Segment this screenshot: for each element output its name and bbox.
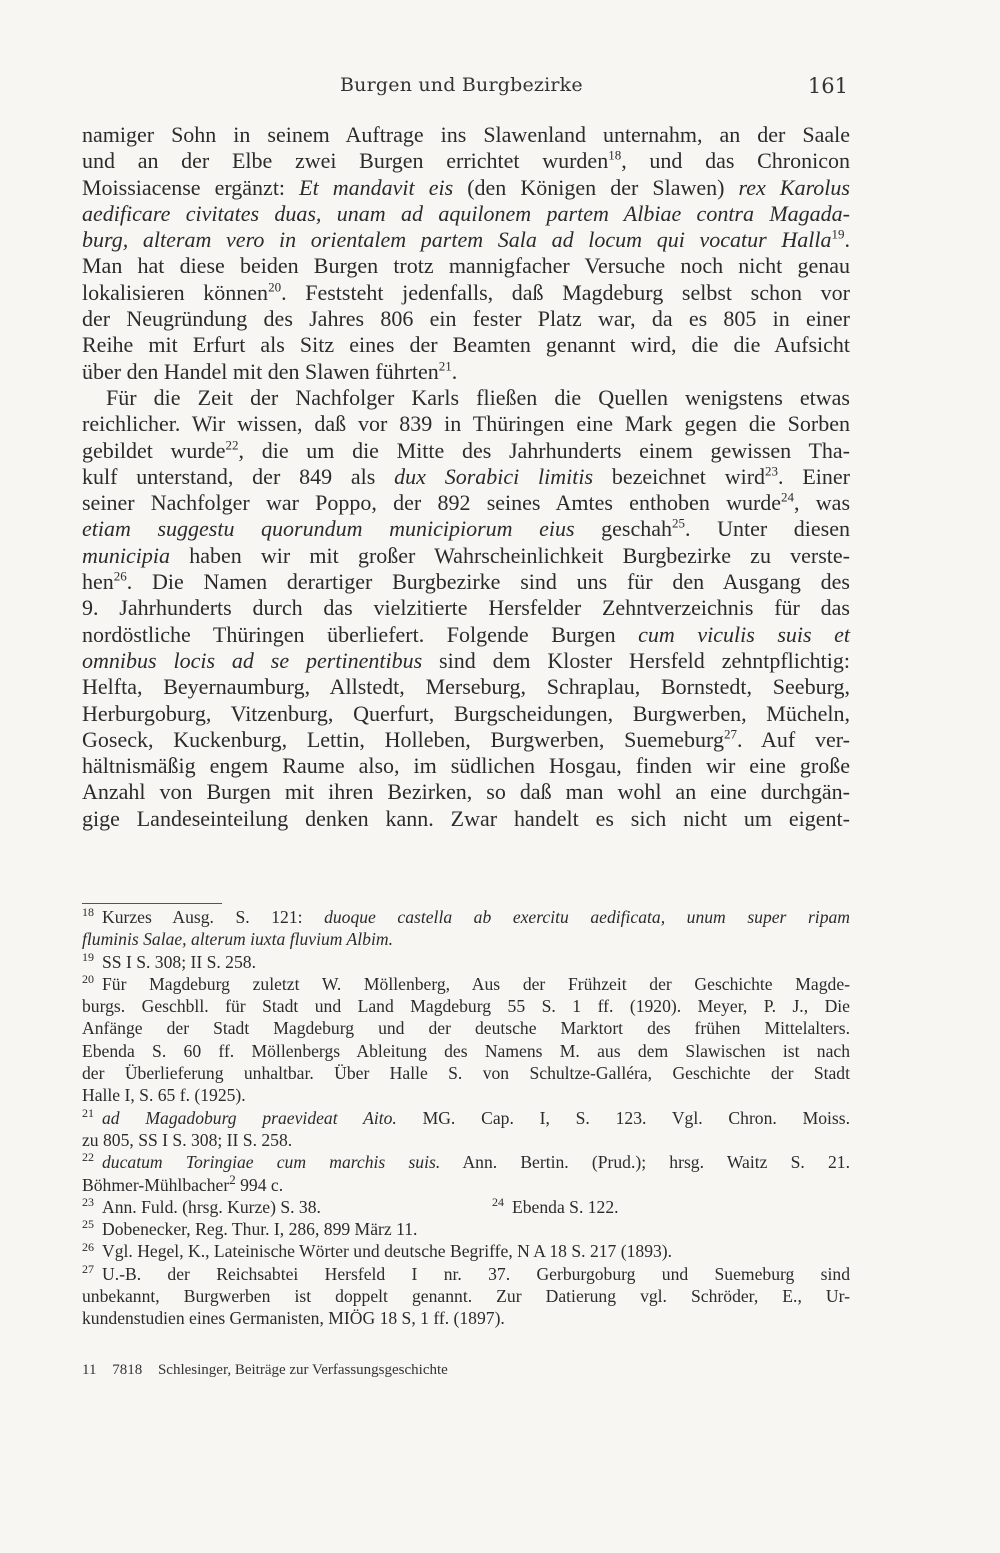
footnote-line: zu 805, SS I S. 308; II S. 258.	[82, 1129, 293, 1150]
text-line: Herburgoburg, Vitzenburg, Querfurt, Burgscheidungen, Burgwerben, Mücheln,	[82, 700, 850, 726]
footnote-ref: 18	[608, 147, 622, 163]
text-line: hältnismäßig engem Raume also, im südlichen Hosgau, finden wir eine große	[82, 753, 850, 779]
text-line: etiam suggestu quorundum municipiorum eius geschah$^{25}$. Unter diesen	[82, 516, 851, 542]
footnote-ref: 19	[831, 226, 845, 242]
footnote-line: Böhmer-Mühlbacher$^2$ 994 c.	[82, 1171, 284, 1195]
text-line: reichlicher. Wir wissen, daß vor 839 in Thüringen eine Mark gegen die Sorben	[82, 411, 850, 437]
footnote-line: kundenstudien eines Germanisten, MIÖG 18 S, 1 ff. (1897).	[82, 1308, 505, 1329]
footnote-21: $^{21}$ ad Magadoburg praevideat Aito. MG. Cap. I, S. 123. Vgl. Chron. Moiss.	[82, 1105, 850, 1128]
main-text	[82, 122, 850, 832]
footnote-20: $^{20}$ Für Magdeburg zuletzt W. Möllenberg, Aus der Frühzeit der Geschichte Magde-	[82, 972, 850, 994]
page-number: 161	[807, 74, 848, 98]
footnote-ref: 20	[268, 279, 282, 295]
footnote-ref: 21	[438, 358, 452, 374]
text-line: 9. Jahrhunderts durch das vielzitierte Hersfelder Zehntverzeichnis für das	[82, 595, 850, 621]
footnote-23-24	[82, 1196, 850, 1218]
text-line: aedificare civitates duas, unam ad aquilonem partem Albiae contra Magada-	[82, 200, 850, 226]
sheet-number: 11	[82, 1362, 97, 1378]
text-line: Goseck, Kuckenburg, Lettin, Holleben, Burgwerben, Suemeburg$^{27}$. Auf ver-	[82, 726, 850, 752]
footnote-line: burgs. Geschbll. für Stadt und Land Magdeburg 55 S. 1 ff. (1920). Meyer, P. J., Die	[82, 996, 850, 1017]
text-line: kulf unterstand, der 849 als dux Sorabici limitis bezeichnet wird$^{23}$. Einer	[82, 463, 850, 489]
footnote-line: Ebenda S. 60 ff. Möllenbergs Ableitung des Namens M. aus dem Slawischen ist nach	[82, 1040, 850, 1061]
text-line: und an der Elbe zwei Burgen errichtet wurden$^{18}$, und das Chronicon	[82, 147, 850, 174]
text-line: Man hat diese beiden Burgen trotz mannigfacher Versuche noch nicht genau	[82, 253, 850, 279]
footnote-22: $^{22}$ ducatum Toringiae cum marchis suis. Ann. Bertin. (Prud.); hrsg. Waitz S. 21.	[82, 1150, 850, 1173]
text-line: namiger Sohn in seinem Auftrage ins Slawenland unternahm, an der Saale	[82, 122, 850, 147]
running-header	[82, 74, 848, 98]
work-title: Schlesinger, Beiträge zur Verfassungsgeschichte	[157, 1362, 448, 1378]
text-line: Helfta, Beyernaumburg, Allstedt, Merseburg, Schraplau, Bornstedt, Seeburg,	[82, 674, 850, 700]
text-line: burg, alteram vero in orientalem partem Sala ad locum qui vocatur Halla$^{19}$.	[82, 226, 850, 253]
footnote-27: $^{27}$ U.-B. der Reichsabtei Hersfeld I nr. 37. Gerburgoburg und Suemeburg sind	[82, 1261, 850, 1284]
running-title: Burgen und Burgbezirke	[340, 74, 583, 96]
text-line: municipia haben wir mit großer Wahrscheinlichkeit Burgbezirke zu verste-	[82, 542, 850, 568]
footnote-25: $^{25}$ Dobenecker, Reg. Thur. I, 286, 899 März 11.	[82, 1217, 418, 1240]
footnote-ref: 25	[672, 516, 686, 532]
footnote-line: unbekannt, Burgwerben ist doppelt genannt. Zur Datierung vgl. Schröder, E., Ur-	[82, 1286, 850, 1307]
text-line: über den Handel mit den Slawen führten$^{21}$.	[82, 358, 458, 384]
text-line: seiner Nachfolger war Poppo, der 892 seines Amtes enthoben wurde$^{24}$, was	[82, 489, 850, 516]
footnote-ref: 27	[723, 726, 737, 742]
footnote-19: $^{19}$ SS I S. 308; II S. 258.	[82, 949, 256, 972]
print-code: 7818	[112, 1362, 143, 1378]
footnote-ref: 26	[113, 568, 127, 584]
footnote-line: Anfänge der Stadt Magdeburg und der deutsche Marktort des frühen Mittelalters.	[82, 1018, 850, 1039]
footnote-18: $^{18}$ Kurzes Ausg. S. 121: duoque castella ab exercitu aedificata, unum super ripam	[82, 905, 850, 927]
footnote-ref: 24	[781, 489, 795, 505]
footnote-24: $^{24}$ Ebenda S. 122.	[492, 1195, 619, 1217]
text-line: gige Landeseinteilung denken kann. Zwar handelt es sich nicht um eigent-	[82, 805, 850, 831]
footnotes	[82, 906, 850, 1330]
text-line: Für die Zeit der Nachfolger Karls fließen die Quellen wenigstens etwas	[106, 384, 850, 410]
text-line: Moissiacense ergänzt: Et mandavit eis (den Königen der Slawen) rex Karolus	[82, 174, 850, 200]
text-line: nordöstliche Thüringen überliefert. Folgende Burgen cum viculis suis et	[82, 621, 850, 647]
footnote-separator	[82, 903, 222, 904]
footnote-line: der Überlieferung unhaltbar. Über Halle S. von Schultze-Galléra, Geschichte der Stadt	[82, 1063, 850, 1084]
footnote-ref: 22	[225, 437, 239, 453]
footnote-line: Halle I, S. 65 f. (1925).	[82, 1085, 246, 1106]
text-line: lokalisieren können$^{20}$. Feststeht jedenfalls, daß Magdeburg selbst schon vor	[82, 279, 850, 305]
footnote-23: $^{23}$ Ann. Fuld. (hrsg. Kurze) S. 38.	[82, 1195, 321, 1217]
text-line: Reihe mit Erfurt als Sitz eines der Beamten genannt wird, die die Aufsicht	[82, 332, 850, 358]
printer-signature	[82, 1362, 850, 1379]
text-line: gebildet wurde$^{22}$, die um die Mitte des Jahrhunderts einem gewissen Tha-	[82, 437, 850, 463]
text-line: Anzahl von Burgen mit ihren Bezirken, so daß man wohl an eine durchgän-	[82, 779, 850, 805]
text-line: der Neugründung des Jahres 806 ein fester Platz war, da es 805 in einer	[82, 306, 850, 332]
footnote-26: $^{26}$ Vgl. Hegel, K., Lateinische Wörter und deutsche Begriffe, N A 18 S. 217 (1893).	[82, 1239, 673, 1262]
text-line: hen$^{26}$. Die Namen derartiger Burgbezirke sind uns für den Ausgang des	[82, 568, 850, 595]
footnote-line: fluminis Salae, alterum iuxta fluvium Albim.	[82, 929, 393, 950]
text-line: omnibus locis ad se pertinentibus sind dem Kloster Hersfeld zehntpflichtig:	[82, 647, 850, 673]
footnote-ref: 23	[765, 463, 779, 479]
